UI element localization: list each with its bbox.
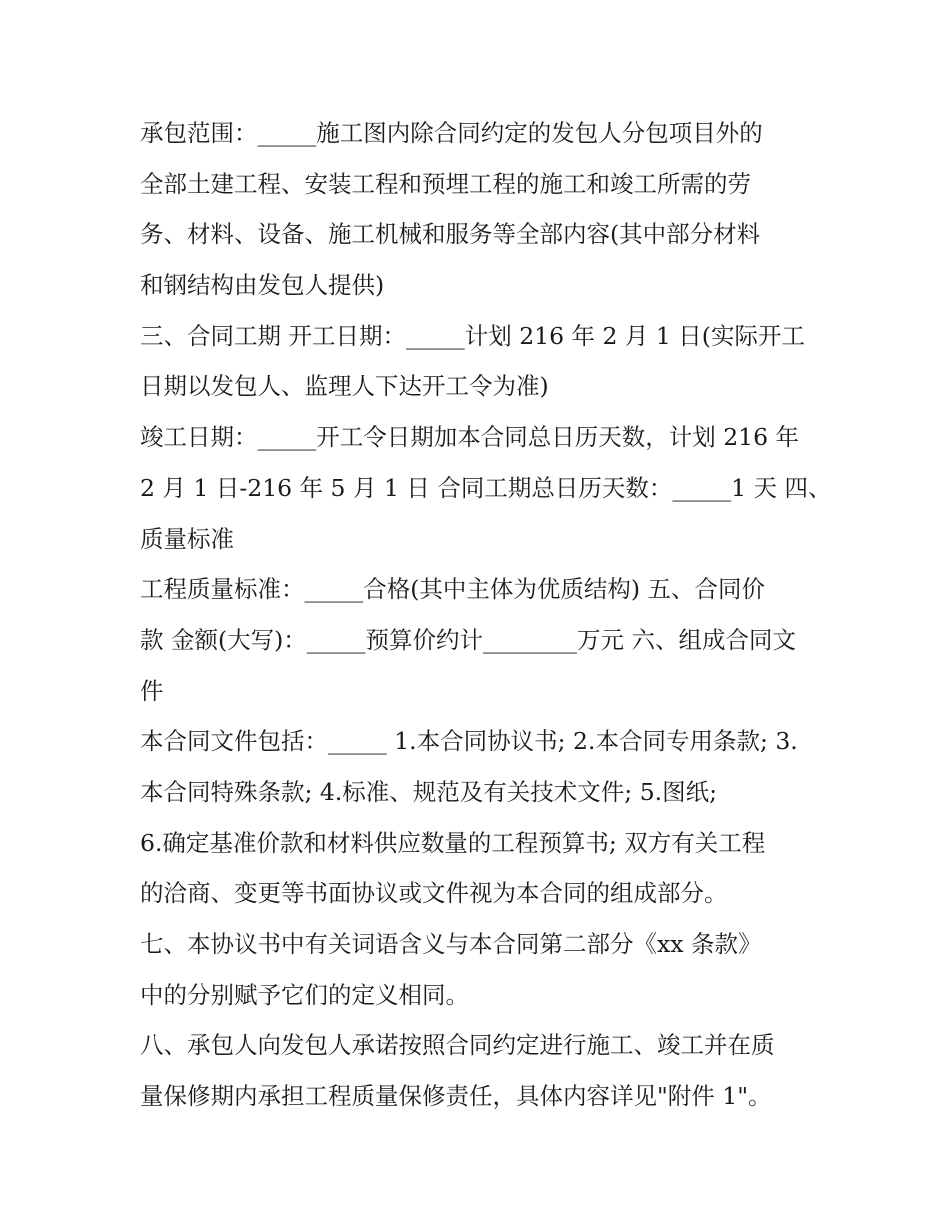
text-line: 日期以发包人、监理人下达开工令为准) [140, 372, 549, 401]
text-line: 工程质量标准：_____合格(其中主体为优质结构) 五、合同价 [140, 575, 766, 604]
text-line: 竣工日期：_____开工令日期加本合同总日历天数，计划 216 年 [140, 423, 800, 452]
text-line: 务、材料、设备、施工机械和服务等全部内容(其中部分材料 [140, 220, 761, 249]
text-line: 2 月 1 日-216 年 5 月 1 日 合同工期总日历天数：_____1 天 四、 [140, 473, 832, 502]
text-line: 三、合同工期 开工日期：_____计划 216 年 2 月 1 日(实际开工 [140, 321, 805, 350]
text-line: 本合同特殊条款; 4.标准、规范及有关技术文件; 5.图纸; [140, 777, 718, 806]
text-line: 中的分别赋予它们的定义相同。 [140, 980, 469, 1009]
text-line: 件 [140, 676, 164, 705]
text-line: 八、承包人向发包人承诺按照合同约定进行施工、竣工并在质 [140, 1031, 775, 1060]
text-line: 款 金额(大写)：_____预算价约计________万元 六、组成合同文 [140, 625, 797, 654]
text-line: 承包范围：_____施工图内除合同约定的发包人分包项目外的 [140, 119, 763, 147]
text-line: 七、本协议书中有关词语含义与本合同第二部分《xx 条款》 [140, 930, 762, 958]
text-line: 本合同文件包括：_____ 1.本合同协议书; 2.本合同专用条款; 3. [140, 727, 798, 756]
contract-text-body [140, 108, 832, 1122]
text-line: 的洽商、变更等书面协议或文件视为本合同的组成部分。 [140, 879, 728, 908]
text-line: 全部土建工程、安装工程和预埋工程的施工和竣工所需的劳 [140, 169, 751, 198]
text-line: 质量标准 [140, 524, 234, 553]
text-line: 和钢结构由发包人提供) [140, 271, 385, 300]
text-line: 量保修期内承担工程质量保修责任，具体内容详见"附件 1"。 [140, 1082, 772, 1111]
text-line: 6.确定基准价款和材料供应数量的工程预算书; 双方有关工程 [140, 828, 766, 857]
